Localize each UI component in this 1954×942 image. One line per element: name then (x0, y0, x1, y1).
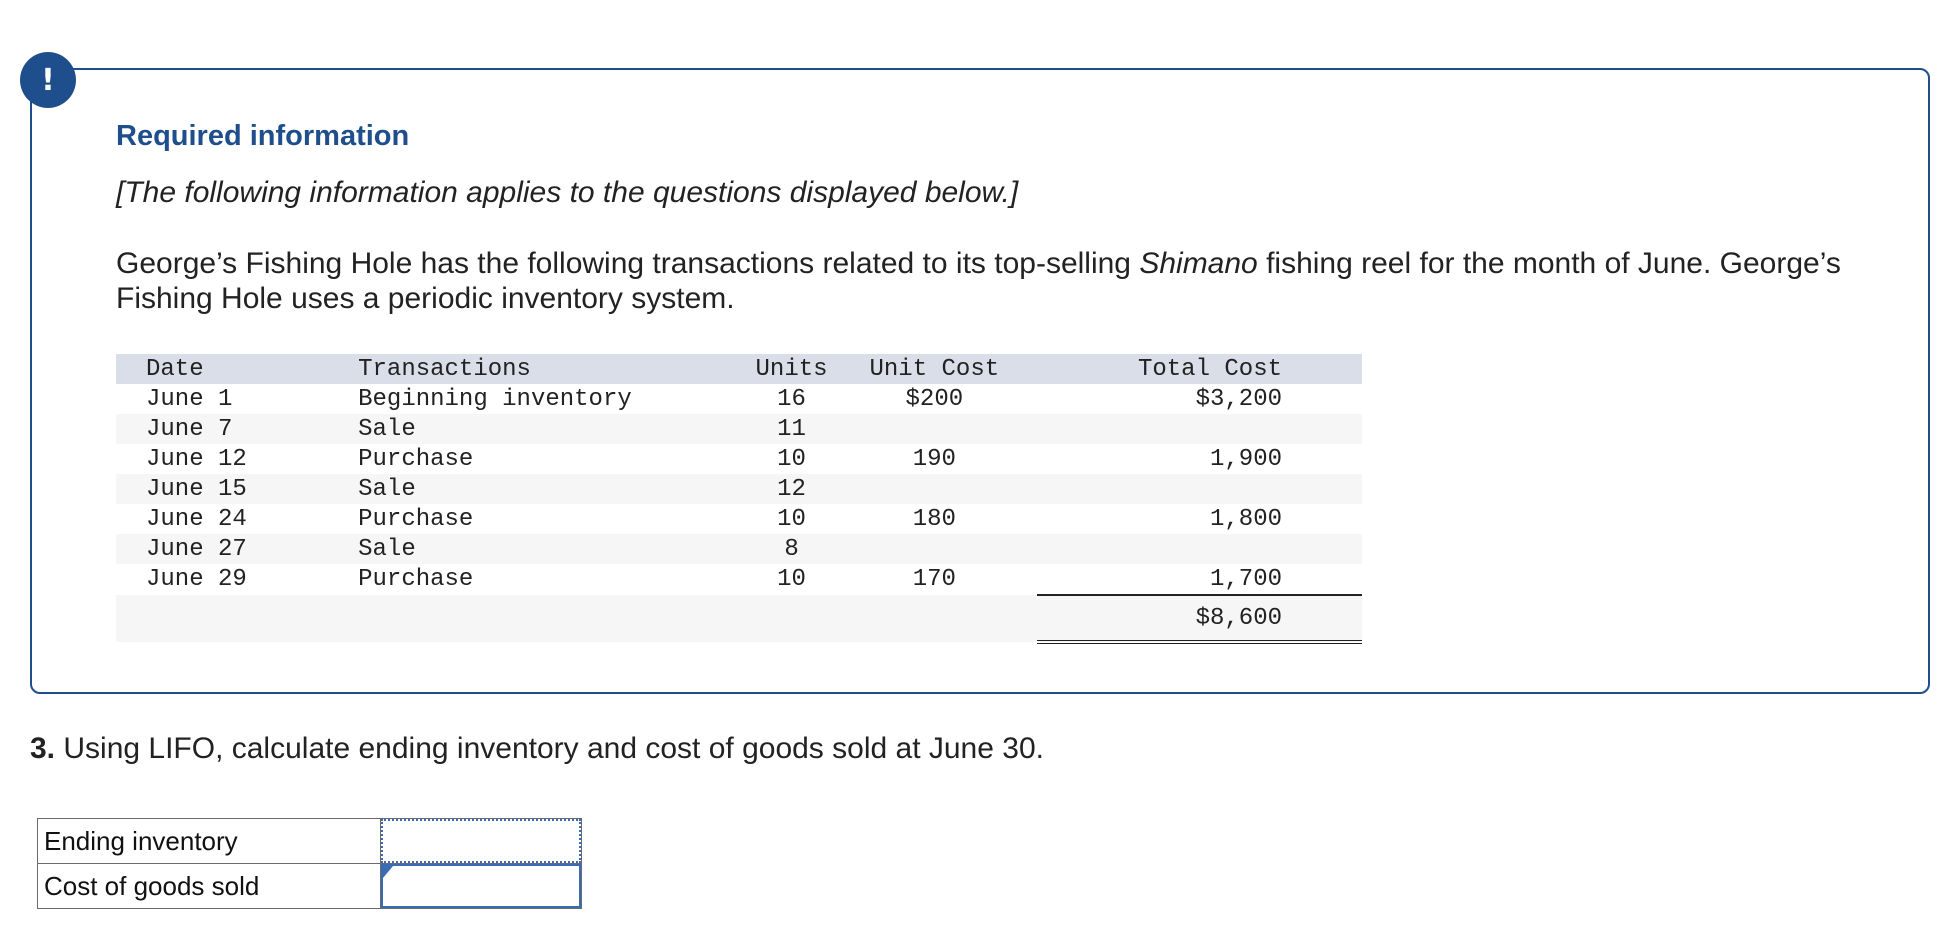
cell-date: June 27 (146, 535, 247, 563)
cell-units: 10 (777, 505, 806, 533)
cell-date: June 7 (146, 415, 233, 443)
question-text (30, 732, 1044, 766)
cell-units: 10 (777, 445, 806, 473)
cell-unit-cost: 180 (912, 505, 956, 533)
ending-inventory-input[interactable] (381, 819, 581, 863)
cell-transaction: Sale (358, 535, 416, 563)
desc-brand: Shimano (1139, 247, 1258, 280)
cogs-input[interactable] (381, 864, 581, 908)
header-total-cost: Total Cost (1137, 355, 1282, 383)
ending-inventory-label: Ending inventory (38, 819, 381, 864)
cell-total-cost (1037, 474, 1362, 504)
cell-transaction: Sale (358, 415, 416, 443)
cell-units: 8 (784, 535, 799, 563)
cell-units: 12 (777, 475, 806, 503)
desc-part2: fishing reel for the month of June. George’s Fishing Hole uses a periodic inventory system. (116, 247, 1841, 315)
answer-row-ending-inventory (38, 819, 582, 864)
cell-transaction: Purchase (358, 445, 474, 473)
ending-inventory-cell (381, 819, 582, 864)
cell-empty (831, 595, 1037, 642)
table-row (116, 564, 1362, 595)
cell-total-cost: $3,200 (1195, 385, 1282, 413)
header-unit-cost: Unit Cost (869, 355, 1000, 383)
cogs-cell (381, 864, 582, 909)
cell-date: June 29 (146, 566, 247, 593)
question-number: 3. (30, 732, 56, 765)
cell-transaction: Purchase (358, 566, 474, 593)
cell-empty (358, 595, 752, 642)
table-row (116, 504, 1362, 534)
cell-total-cost: 1,900 (1209, 445, 1282, 473)
table-row (116, 444, 1362, 474)
cell-transaction: Purchase (358, 505, 474, 533)
cell-total-cost (1037, 414, 1362, 444)
cell-unit-cost: 170 (912, 566, 956, 593)
info-description (116, 246, 1856, 316)
cell-date: June 15 (146, 475, 247, 503)
cell-total-cost: 1,800 (1209, 505, 1282, 533)
cell-empty (116, 595, 358, 642)
cell-date: June 1 (146, 385, 233, 413)
cell-unit-cost (831, 474, 1037, 504)
cell-empty (752, 595, 832, 642)
alert-icon: ! (20, 52, 76, 108)
cell-transaction: Sale (358, 475, 416, 503)
cell-total-cost: 1,700 (1037, 564, 1362, 595)
info-note: [The following information applies to the questions displayed below.] (116, 176, 1019, 209)
cell-unit-cost (831, 414, 1037, 444)
required-info-title: Required information (116, 120, 410, 152)
cell-unit-cost: 190 (912, 445, 956, 473)
header-date: Date (146, 355, 204, 383)
answer-row-cogs (38, 864, 582, 909)
table-total-row (116, 595, 1362, 642)
table-header-row (116, 354, 1362, 384)
cell-date: June 24 (146, 505, 247, 533)
cogs-label: Cost of goods sold (38, 864, 381, 909)
cell-units: 16 (777, 385, 806, 413)
cell-units: 11 (777, 415, 806, 443)
desc-part1: George’s Fishing Hole has the following transactions related to its top-selling (116, 247, 1140, 280)
header-transactions: Transactions (358, 355, 531, 383)
question-body: Using LIFO, calculate ending inventory and cost of goods sold at June 30. (55, 732, 1044, 765)
table-row (116, 414, 1362, 444)
table-row (116, 474, 1362, 504)
cell-marker-icon (383, 866, 393, 878)
cell-unit-cost: $200 (905, 385, 964, 413)
cell-date: June 12 (146, 445, 247, 473)
cell-grand-total: $8,600 (1037, 595, 1362, 642)
table-row (116, 384, 1362, 414)
cell-unit-cost (831, 534, 1037, 564)
cell-transaction: Beginning inventory (358, 385, 632, 413)
cell-units: 10 (777, 566, 806, 593)
transactions-table (116, 354, 1362, 644)
header-units: Units (755, 355, 828, 383)
answer-table (37, 818, 582, 909)
cell-total-cost (1037, 534, 1362, 564)
table-row (116, 534, 1362, 564)
